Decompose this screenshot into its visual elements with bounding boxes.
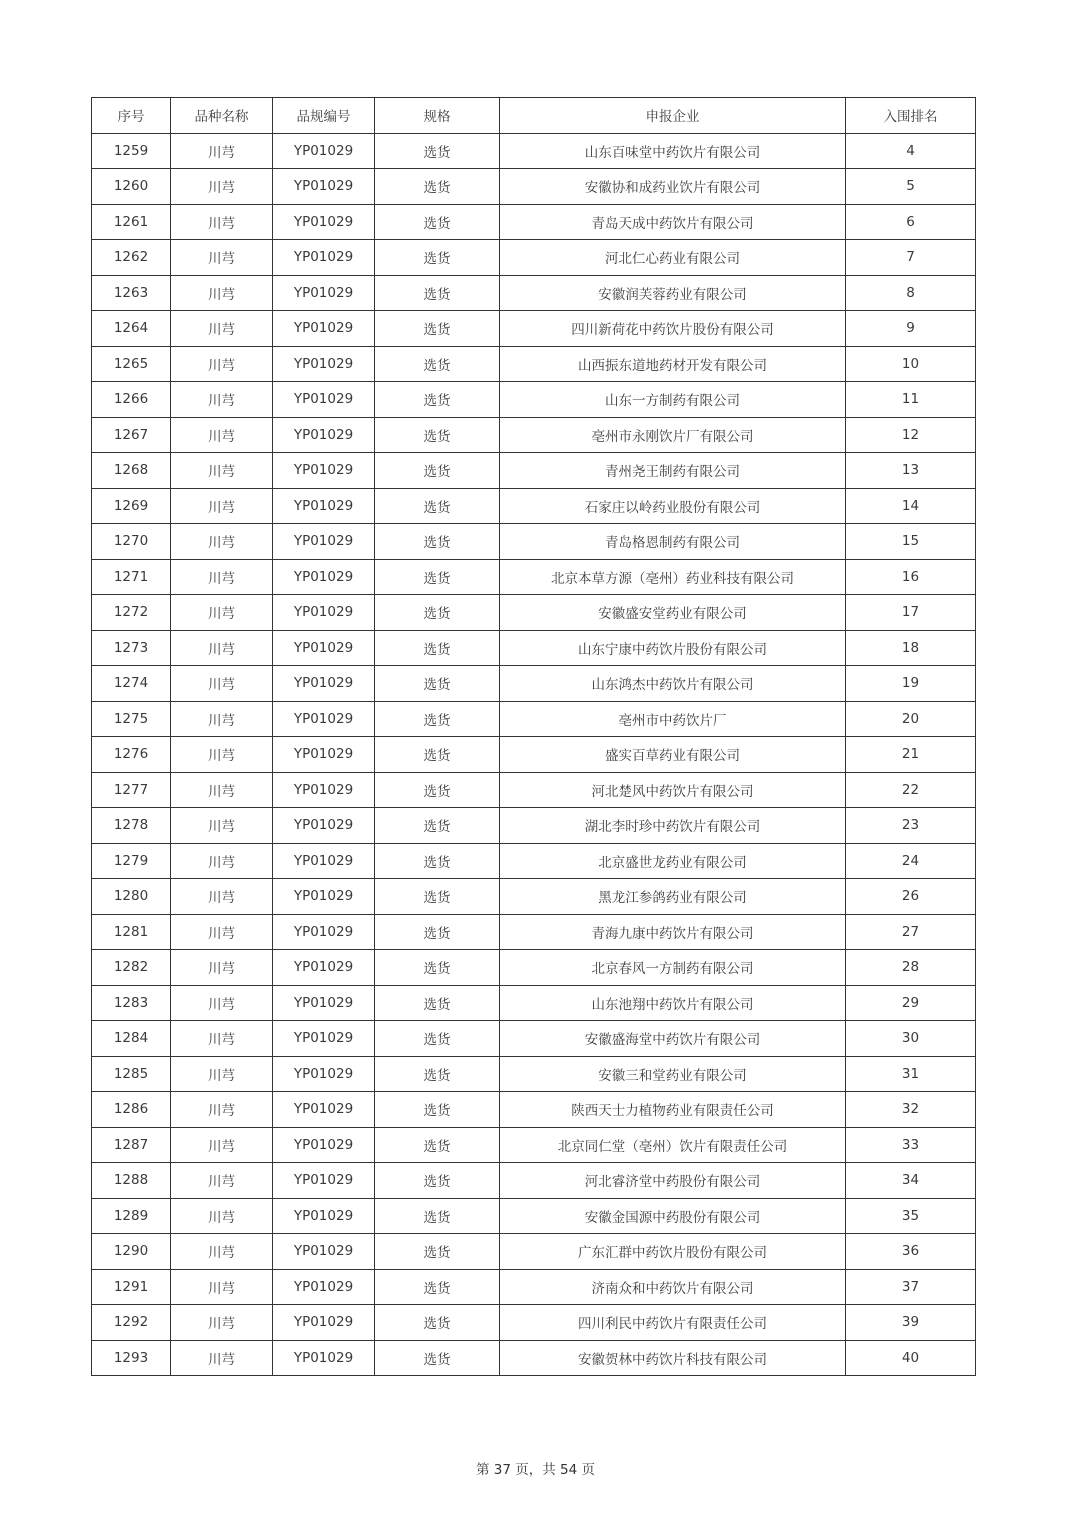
cell-code: YP01029 xyxy=(273,843,375,879)
cell-seq: 1268 xyxy=(92,453,171,489)
cell-seq: 1261 xyxy=(92,204,171,240)
cell-seq: 1272 xyxy=(92,595,171,631)
cell-seq: 1281 xyxy=(92,914,171,950)
cell-variety: 川芎 xyxy=(171,346,273,382)
cell-company: 亳州市永刚饮片厂有限公司 xyxy=(500,417,846,453)
cell-code: YP01029 xyxy=(273,1056,375,1092)
header-rank: 入围排名 xyxy=(846,98,976,134)
cell-seq: 1284 xyxy=(92,1021,171,1057)
cell-spec: 选货 xyxy=(375,240,500,276)
cell-spec: 选货 xyxy=(375,1234,500,1270)
table-row xyxy=(92,1234,976,1270)
cell-spec: 选货 xyxy=(375,630,500,666)
table-row xyxy=(92,382,976,418)
cell-code: YP01029 xyxy=(273,453,375,489)
cell-spec: 选货 xyxy=(375,1269,500,1305)
cell-rank: 34 xyxy=(846,1163,976,1199)
cell-seq: 1274 xyxy=(92,666,171,702)
table-row xyxy=(92,240,976,276)
cell-seq: 1291 xyxy=(92,1269,171,1305)
cell-seq: 1278 xyxy=(92,808,171,844)
cell-code: YP01029 xyxy=(273,879,375,915)
cell-company: 安徽贺林中药饮片科技有限公司 xyxy=(500,1340,846,1376)
cell-company: 河北仁心药业有限公司 xyxy=(500,240,846,276)
cell-company: 山东宁康中药饮片股份有限公司 xyxy=(500,630,846,666)
cell-company: 安徽润芙蓉药业有限公司 xyxy=(500,275,846,311)
cell-spec: 选货 xyxy=(375,275,500,311)
cell-variety: 川芎 xyxy=(171,382,273,418)
header-code: 品规编号 xyxy=(273,98,375,134)
cell-spec: 选货 xyxy=(375,595,500,631)
cell-code: YP01029 xyxy=(273,382,375,418)
cell-spec: 选货 xyxy=(375,204,500,240)
cell-variety: 川芎 xyxy=(171,843,273,879)
cell-variety: 川芎 xyxy=(171,914,273,950)
cell-rank: 9 xyxy=(846,311,976,347)
cell-variety: 川芎 xyxy=(171,311,273,347)
cell-variety: 川芎 xyxy=(171,985,273,1021)
cell-variety: 川芎 xyxy=(171,1056,273,1092)
cell-variety: 川芎 xyxy=(171,879,273,915)
cell-rank: 31 xyxy=(846,1056,976,1092)
cell-variety: 川芎 xyxy=(171,240,273,276)
cell-variety: 川芎 xyxy=(171,559,273,595)
cell-rank: 6 xyxy=(846,204,976,240)
cell-spec: 选货 xyxy=(375,701,500,737)
cell-seq: 1293 xyxy=(92,1340,171,1376)
cell-spec: 选货 xyxy=(375,808,500,844)
cell-variety: 川芎 xyxy=(171,1092,273,1128)
cell-code: YP01029 xyxy=(273,701,375,737)
cell-code: YP01029 xyxy=(273,1198,375,1234)
cell-company: 河北睿济堂中药股份有限公司 xyxy=(500,1163,846,1199)
table-row xyxy=(92,417,976,453)
cell-code: YP01029 xyxy=(273,275,375,311)
cell-spec: 选货 xyxy=(375,1056,500,1092)
cell-company: 黑龙江参鸽药业有限公司 xyxy=(500,879,846,915)
cell-company: 安徽三和堂药业有限公司 xyxy=(500,1056,846,1092)
cell-rank: 28 xyxy=(846,950,976,986)
cell-spec: 选货 xyxy=(375,311,500,347)
cell-company: 河北楚风中药饮片有限公司 xyxy=(500,772,846,808)
table-row xyxy=(92,843,976,879)
cell-variety: 川芎 xyxy=(171,772,273,808)
cell-company: 安徽盛安堂药业有限公司 xyxy=(500,595,846,631)
cell-seq: 1286 xyxy=(92,1092,171,1128)
cell-variety: 川芎 xyxy=(171,1305,273,1341)
cell-spec: 选货 xyxy=(375,133,500,169)
table-row xyxy=(92,808,976,844)
cell-company: 石家庄以岭药业股份有限公司 xyxy=(500,488,846,524)
cell-rank: 37 xyxy=(846,1269,976,1305)
cell-spec: 选货 xyxy=(375,417,500,453)
cell-spec: 选货 xyxy=(375,1198,500,1234)
cell-code: YP01029 xyxy=(273,1234,375,1270)
cell-rank: 14 xyxy=(846,488,976,524)
cell-spec: 选货 xyxy=(375,1127,500,1163)
cell-code: YP01029 xyxy=(273,1269,375,1305)
cell-seq: 1259 xyxy=(92,133,171,169)
header-seq: 序号 xyxy=(92,98,171,134)
table-row xyxy=(92,1340,976,1376)
cell-rank: 36 xyxy=(846,1234,976,1270)
cell-company: 安徽协和成药业饮片有限公司 xyxy=(500,169,846,205)
cell-spec: 选货 xyxy=(375,488,500,524)
cell-company: 济南众和中药饮片有限公司 xyxy=(500,1269,846,1305)
table-row xyxy=(92,346,976,382)
cell-variety: 川芎 xyxy=(171,595,273,631)
cell-rank: 13 xyxy=(846,453,976,489)
cell-rank: 29 xyxy=(846,985,976,1021)
cell-spec: 选货 xyxy=(375,914,500,950)
cell-company: 青岛天成中药饮片有限公司 xyxy=(500,204,846,240)
cell-spec: 选货 xyxy=(375,559,500,595)
table-row xyxy=(92,133,976,169)
cell-company: 北京同仁堂（亳州）饮片有限责任公司 xyxy=(500,1127,846,1163)
cell-code: YP01029 xyxy=(273,1021,375,1057)
cell-code: YP01029 xyxy=(273,914,375,950)
cell-company: 湖北李时珍中药饮片有限公司 xyxy=(500,808,846,844)
cell-code: YP01029 xyxy=(273,204,375,240)
cell-rank: 21 xyxy=(846,737,976,773)
cell-spec: 选货 xyxy=(375,666,500,702)
cell-company: 青州尧王制药有限公司 xyxy=(500,453,846,489)
cell-rank: 27 xyxy=(846,914,976,950)
cell-seq: 1288 xyxy=(92,1163,171,1199)
cell-seq: 1267 xyxy=(92,417,171,453)
table-row xyxy=(92,453,976,489)
header-variety: 品种名称 xyxy=(171,98,273,134)
cell-code: YP01029 xyxy=(273,1127,375,1163)
cell-rank: 33 xyxy=(846,1127,976,1163)
cell-rank: 18 xyxy=(846,630,976,666)
cell-company: 广东汇群中药饮片股份有限公司 xyxy=(500,1234,846,1270)
cell-code: YP01029 xyxy=(273,1340,375,1376)
cell-rank: 15 xyxy=(846,524,976,560)
cell-company: 盛实百草药业有限公司 xyxy=(500,737,846,773)
cell-variety: 川芎 xyxy=(171,524,273,560)
cell-rank: 32 xyxy=(846,1092,976,1128)
cell-code: YP01029 xyxy=(273,417,375,453)
cell-seq: 1271 xyxy=(92,559,171,595)
cell-rank: 16 xyxy=(846,559,976,595)
cell-variety: 川芎 xyxy=(171,453,273,489)
cell-spec: 选货 xyxy=(375,950,500,986)
cell-rank: 24 xyxy=(846,843,976,879)
cell-seq: 1269 xyxy=(92,488,171,524)
cell-rank: 30 xyxy=(846,1021,976,1057)
cell-rank: 19 xyxy=(846,666,976,702)
table-row xyxy=(92,950,976,986)
cell-company: 青海九康中药饮片有限公司 xyxy=(500,914,846,950)
cell-code: YP01029 xyxy=(273,346,375,382)
cell-company: 北京本草方源（亳州）药业科技有限公司 xyxy=(500,559,846,595)
cell-variety: 川芎 xyxy=(171,275,273,311)
cell-code: YP01029 xyxy=(273,559,375,595)
cell-company: 四川新荷花中药饮片股份有限公司 xyxy=(500,311,846,347)
table-row xyxy=(92,524,976,560)
cell-spec: 选货 xyxy=(375,772,500,808)
table-row xyxy=(92,985,976,1021)
cell-seq: 1289 xyxy=(92,1198,171,1234)
cell-variety: 川芎 xyxy=(171,1198,273,1234)
cell-code: YP01029 xyxy=(273,133,375,169)
cell-code: YP01029 xyxy=(273,950,375,986)
cell-rank: 11 xyxy=(846,382,976,418)
header-spec: 规格 xyxy=(375,98,500,134)
cell-rank: 8 xyxy=(846,275,976,311)
cell-company: 陕西天士力植物药业有限责任公司 xyxy=(500,1092,846,1128)
table-row xyxy=(92,1021,976,1057)
cell-seq: 1270 xyxy=(92,524,171,560)
cell-seq: 1266 xyxy=(92,382,171,418)
cell-seq: 1279 xyxy=(92,843,171,879)
cell-rank: 20 xyxy=(846,701,976,737)
cell-seq: 1260 xyxy=(92,169,171,205)
cell-rank: 23 xyxy=(846,808,976,844)
cell-spec: 选货 xyxy=(375,346,500,382)
cell-spec: 选货 xyxy=(375,382,500,418)
cell-code: YP01029 xyxy=(273,311,375,347)
cell-variety: 川芎 xyxy=(171,808,273,844)
cell-seq: 1282 xyxy=(92,950,171,986)
cell-spec: 选货 xyxy=(375,879,500,915)
cell-spec: 选货 xyxy=(375,453,500,489)
table-row xyxy=(92,204,976,240)
cell-company: 北京盛世龙药业有限公司 xyxy=(500,843,846,879)
cell-rank: 4 xyxy=(846,133,976,169)
cell-code: YP01029 xyxy=(273,737,375,773)
cell-rank: 10 xyxy=(846,346,976,382)
cell-rank: 39 xyxy=(846,1305,976,1341)
cell-company: 山东百味堂中药饮片有限公司 xyxy=(500,133,846,169)
table-row xyxy=(92,701,976,737)
cell-rank: 35 xyxy=(846,1198,976,1234)
cell-company: 安徽盛海堂中药饮片有限公司 xyxy=(500,1021,846,1057)
table-row xyxy=(92,311,976,347)
cell-seq: 1276 xyxy=(92,737,171,773)
cell-spec: 选货 xyxy=(375,843,500,879)
table-row xyxy=(92,1056,976,1092)
cell-seq: 1265 xyxy=(92,346,171,382)
table-header-row xyxy=(92,98,976,134)
cell-code: YP01029 xyxy=(273,630,375,666)
cell-spec: 选货 xyxy=(375,169,500,205)
cell-company: 北京春风一方制药有限公司 xyxy=(500,950,846,986)
table-row xyxy=(92,488,976,524)
table-row xyxy=(92,1092,976,1128)
header-company: 申报企业 xyxy=(500,98,846,134)
cell-variety: 川芎 xyxy=(171,417,273,453)
cell-spec: 选货 xyxy=(375,1305,500,1341)
cell-variety: 川芎 xyxy=(171,1021,273,1057)
cell-rank: 17 xyxy=(846,595,976,631)
cell-company: 山东鸿杰中药饮片有限公司 xyxy=(500,666,846,702)
cell-variety: 川芎 xyxy=(171,1127,273,1163)
cell-rank: 22 xyxy=(846,772,976,808)
cell-code: YP01029 xyxy=(273,524,375,560)
cell-spec: 选货 xyxy=(375,1340,500,1376)
table-row xyxy=(92,275,976,311)
cell-variety: 川芎 xyxy=(171,630,273,666)
table-row xyxy=(92,737,976,773)
cell-seq: 1275 xyxy=(92,701,171,737)
cell-seq: 1262 xyxy=(92,240,171,276)
cell-code: YP01029 xyxy=(273,666,375,702)
cell-seq: 1264 xyxy=(92,311,171,347)
cell-seq: 1287 xyxy=(92,1127,171,1163)
cell-rank: 12 xyxy=(846,417,976,453)
cell-rank: 7 xyxy=(846,240,976,276)
cell-variety: 川芎 xyxy=(171,133,273,169)
table-row xyxy=(92,1305,976,1341)
cell-company: 四川利民中药饮片有限责任公司 xyxy=(500,1305,846,1341)
cell-code: YP01029 xyxy=(273,1163,375,1199)
cell-variety: 川芎 xyxy=(171,488,273,524)
cell-company: 山西振东道地药材开发有限公司 xyxy=(500,346,846,382)
cell-rank: 40 xyxy=(846,1340,976,1376)
cell-variety: 川芎 xyxy=(171,1163,273,1199)
cell-seq: 1280 xyxy=(92,879,171,915)
cell-seq: 1273 xyxy=(92,630,171,666)
table-row xyxy=(92,914,976,950)
page-number: 第 37 页，共 54 页 xyxy=(475,1462,596,1478)
cell-code: YP01029 xyxy=(273,772,375,808)
cell-seq: 1277 xyxy=(92,772,171,808)
cell-company: 亳州市中药饮片厂 xyxy=(500,701,846,737)
cell-variety: 川芎 xyxy=(171,737,273,773)
cell-code: YP01029 xyxy=(273,169,375,205)
cell-spec: 选货 xyxy=(375,524,500,560)
table-row xyxy=(92,1269,976,1305)
cell-variety: 川芎 xyxy=(171,169,273,205)
cell-spec: 选货 xyxy=(375,1163,500,1199)
table-row xyxy=(92,1198,976,1234)
cell-rank: 5 xyxy=(846,169,976,205)
cell-company: 安徽金国源中药股份有限公司 xyxy=(500,1198,846,1234)
cell-variety: 川芎 xyxy=(171,950,273,986)
cell-variety: 川芎 xyxy=(171,701,273,737)
ranking-table xyxy=(91,97,976,1376)
cell-seq: 1283 xyxy=(92,985,171,1021)
cell-company: 山东池翔中药饮片有限公司 xyxy=(500,985,846,1021)
table-row xyxy=(92,630,976,666)
table-row xyxy=(92,666,976,702)
cell-variety: 川芎 xyxy=(171,204,273,240)
cell-code: YP01029 xyxy=(273,1305,375,1341)
cell-seq: 1285 xyxy=(92,1056,171,1092)
cell-spec: 选货 xyxy=(375,737,500,773)
table-row xyxy=(92,595,976,631)
cell-spec: 选货 xyxy=(375,985,500,1021)
cell-code: YP01029 xyxy=(273,595,375,631)
cell-code: YP01029 xyxy=(273,808,375,844)
table-row xyxy=(92,1163,976,1199)
table-row xyxy=(92,169,976,205)
cell-spec: 选货 xyxy=(375,1021,500,1057)
cell-code: YP01029 xyxy=(273,985,375,1021)
cell-rank: 26 xyxy=(846,879,976,915)
cell-company: 青岛格恩制药有限公司 xyxy=(500,524,846,560)
cell-code: YP01029 xyxy=(273,240,375,276)
table-row xyxy=(92,879,976,915)
cell-seq: 1292 xyxy=(92,1305,171,1341)
cell-company: 山东一方制药有限公司 xyxy=(500,382,846,418)
cell-variety: 川芎 xyxy=(171,666,273,702)
table-row xyxy=(92,772,976,808)
cell-spec: 选货 xyxy=(375,1092,500,1128)
table-row xyxy=(92,559,976,595)
table-row xyxy=(92,1127,976,1163)
cell-seq: 1290 xyxy=(92,1234,171,1270)
cell-code: YP01029 xyxy=(273,1092,375,1128)
cell-variety: 川芎 xyxy=(171,1340,273,1376)
cell-seq: 1263 xyxy=(92,275,171,311)
cell-variety: 川芎 xyxy=(171,1234,273,1270)
cell-code: YP01029 xyxy=(273,488,375,524)
cell-variety: 川芎 xyxy=(171,1269,273,1305)
